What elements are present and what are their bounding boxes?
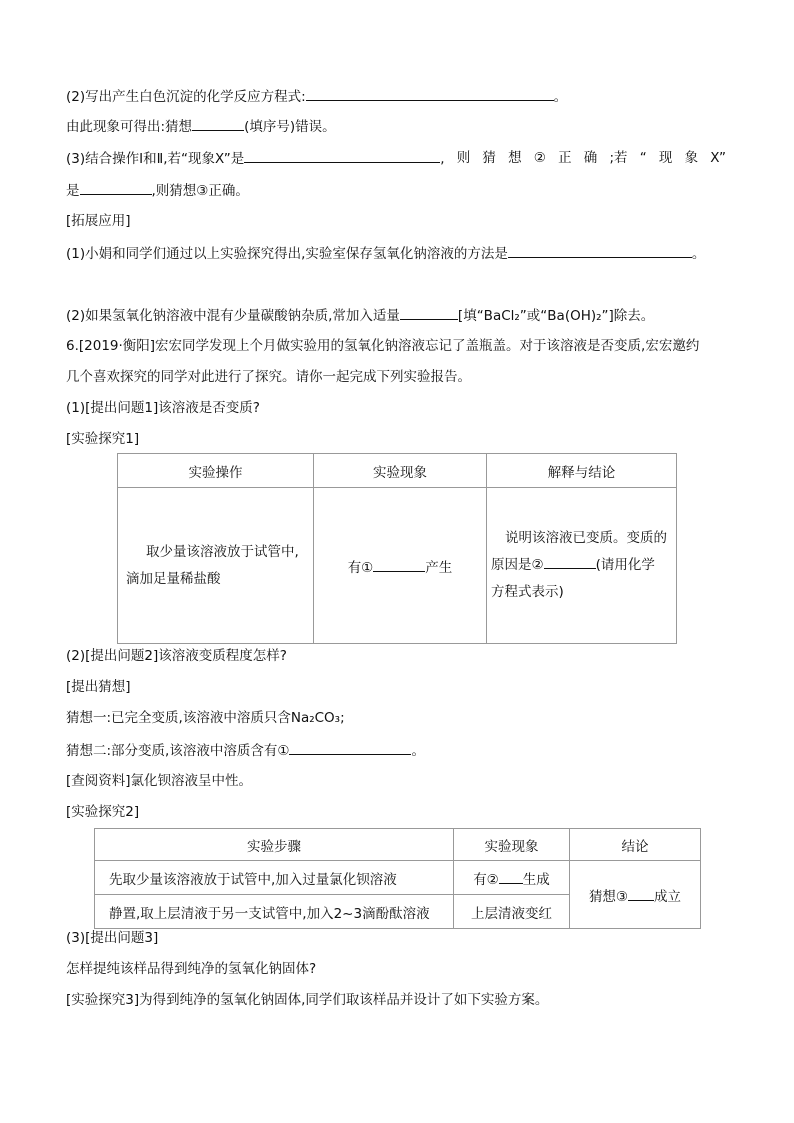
q3-char: 想 bbox=[508, 150, 522, 166]
lookup-info: [查阅资料]氯化钡溶液呈中性。 bbox=[66, 773, 253, 789]
conclusion-prefix: 原因是② bbox=[491, 557, 544, 573]
conclusion-cell bbox=[570, 861, 701, 929]
hypothesis-2-prefix: 猜想二:部分变质,该溶液中溶质含有① bbox=[66, 743, 290, 759]
q3-char: ;若 bbox=[609, 150, 628, 166]
table-header-row bbox=[118, 454, 677, 488]
experiment-table-2 bbox=[94, 828, 701, 929]
q3-char: 现 bbox=[658, 150, 673, 166]
answer-blank[interactable] bbox=[244, 148, 440, 163]
table-row bbox=[118, 488, 677, 644]
q3-char: 确 bbox=[583, 150, 598, 166]
experiment-table-1 bbox=[117, 453, 677, 644]
q3-char: ② bbox=[533, 150, 546, 166]
conclusion-suffix: 成立 bbox=[654, 888, 682, 905]
conclusion-line bbox=[66, 116, 336, 137]
expand-q1-prefix: (1)小娟和同学们通过以上实验探究得出,实验室保存氢氧化钠溶液的方法是 bbox=[66, 246, 508, 262]
table-header: 实验操作 bbox=[118, 454, 314, 488]
q3-continuation-line bbox=[66, 180, 249, 201]
phenomenon-prefix: 有① bbox=[347, 559, 374, 576]
table-header: 实验步骤 bbox=[95, 829, 454, 861]
q2-equation-line bbox=[66, 86, 567, 107]
q3b-prefix: 是 bbox=[66, 183, 80, 199]
expand-q2-line bbox=[66, 305, 654, 326]
conclusion-prefix: 由此现象可得出:猜想 bbox=[66, 119, 193, 135]
answer-blank[interactable] bbox=[373, 557, 425, 572]
answer-blank[interactable] bbox=[499, 869, 523, 884]
conclusion-suffix: (填序号)错误。 bbox=[244, 119, 336, 135]
table-header: 结论 bbox=[570, 829, 701, 861]
answer-blank[interactable] bbox=[508, 243, 692, 258]
problem2: (2)[提出问题2]该溶液变质程度怎样? bbox=[66, 648, 287, 664]
conclusion-line bbox=[491, 552, 675, 579]
q3-char: 猜 bbox=[482, 150, 496, 166]
answer-blank[interactable] bbox=[628, 886, 654, 901]
answer-blank[interactable] bbox=[400, 305, 458, 320]
table-header: 实验现象 bbox=[454, 829, 570, 861]
expand-title: [拓展应用] bbox=[66, 213, 131, 229]
phenomenon-cell bbox=[314, 488, 487, 644]
q3-part-a bbox=[66, 148, 445, 169]
q3-comma: , bbox=[440, 151, 445, 167]
q6-line2: 几个喜欢探究的同学对此进行了探究。请你一起完成下列实验报告。 bbox=[66, 369, 471, 385]
q3b-suffix: ,则猜想③正确。 bbox=[151, 183, 249, 199]
operation-cell bbox=[118, 488, 314, 644]
hypothesis-2-suffix: 。 bbox=[411, 743, 425, 759]
q3-text: (3)结合操作Ⅰ和Ⅱ,若“现象X”是 bbox=[66, 151, 245, 167]
table-header: 实验现象 bbox=[314, 454, 487, 488]
expand-q2-suffix: [填“BaCl₂”或“Ba(OH)₂”]除去。 bbox=[457, 308, 655, 324]
conclusion-cell bbox=[487, 488, 677, 644]
answer-blank[interactable] bbox=[80, 180, 152, 195]
operation-text bbox=[126, 539, 312, 593]
conclusion-line: 方程式表示) bbox=[491, 584, 564, 600]
q3-char: X” bbox=[710, 150, 726, 166]
conclusion-text bbox=[491, 525, 675, 606]
explore1-title: [实验探究1] bbox=[66, 431, 140, 447]
problem3-question: 怎样提纯该样品得到纯净的氢氧化钠固体? bbox=[66, 961, 317, 977]
explore2-title: [实验探究2] bbox=[66, 804, 140, 820]
answer-blank[interactable] bbox=[192, 116, 244, 131]
answer-blank[interactable] bbox=[544, 554, 596, 569]
conclusion-line: 说明该溶液已变质。变质的 bbox=[505, 530, 667, 546]
problem3: (3)[提出问题3] bbox=[66, 930, 159, 946]
operation-line: 滴加足量稀盐酸 bbox=[126, 570, 221, 587]
q2-prefix: (2)写出产生白色沉淀的化学反应方程式: bbox=[66, 89, 306, 105]
explore3-text: [实验探究3]为得到纯净的氢氧化钠固体,同学们取该样品并设计了如下实验方案。 bbox=[66, 992, 549, 1008]
phenomenon-suffix: 产生 bbox=[425, 559, 453, 576]
problem1: (1)[提出问题1]该溶液是否变质? bbox=[66, 400, 260, 416]
phenomenon-cell bbox=[454, 861, 570, 895]
step-cell: 静置,取上层清液于另一支试管中,加入2~3滴酚酞溶液 bbox=[95, 895, 454, 929]
q3-char: “ bbox=[639, 150, 647, 166]
q2-suffix: 。 bbox=[553, 89, 568, 105]
table-row bbox=[95, 861, 701, 895]
phenomenon-cell: 上层清液变红 bbox=[454, 895, 570, 929]
operation-line: 取少量该溶液放于试管中, bbox=[146, 543, 299, 560]
hypothesis-1: 猜想一:已完全变质,该溶液中溶质只含Na₂CO₃; bbox=[66, 710, 345, 726]
phenomenon-prefix: 有② bbox=[473, 871, 499, 888]
conclusion-suffix: (请用化学 bbox=[595, 557, 655, 573]
answer-blank[interactable] bbox=[289, 740, 411, 755]
q3-char: 正 bbox=[558, 150, 572, 166]
phenomenon-suffix: 生成 bbox=[522, 871, 550, 888]
conclusion-prefix: 猜想③ bbox=[588, 888, 629, 905]
table-header: 解释与结论 bbox=[487, 454, 677, 488]
hypothesis-2-line bbox=[66, 740, 425, 761]
q6-line1: 6.[2019·衡阳]宏宏同学发现上个月做实验用的氢氧化钠溶液忘记了盖瓶盖。对于该溶液是否变质,宏宏邀约 bbox=[66, 338, 700, 354]
table-header-row bbox=[95, 829, 701, 861]
hypothesis-title: [提出猜想] bbox=[66, 679, 131, 695]
expand-q1-line bbox=[66, 243, 705, 264]
expand-q1-suffix: 。 bbox=[691, 246, 706, 262]
q3-char: 象 bbox=[684, 150, 699, 166]
expand-q2-prefix: (2)如果氢氧化钠溶液中混有少量碳酸钠杂质,常加入适量 bbox=[66, 308, 400, 324]
q3-char: 则 bbox=[456, 150, 471, 166]
answer-blank[interactable] bbox=[306, 86, 554, 101]
step-cell: 先取少量该溶液放于试管中,加入过量氯化钡溶液 bbox=[95, 861, 454, 895]
q3-line bbox=[66, 148, 726, 169]
